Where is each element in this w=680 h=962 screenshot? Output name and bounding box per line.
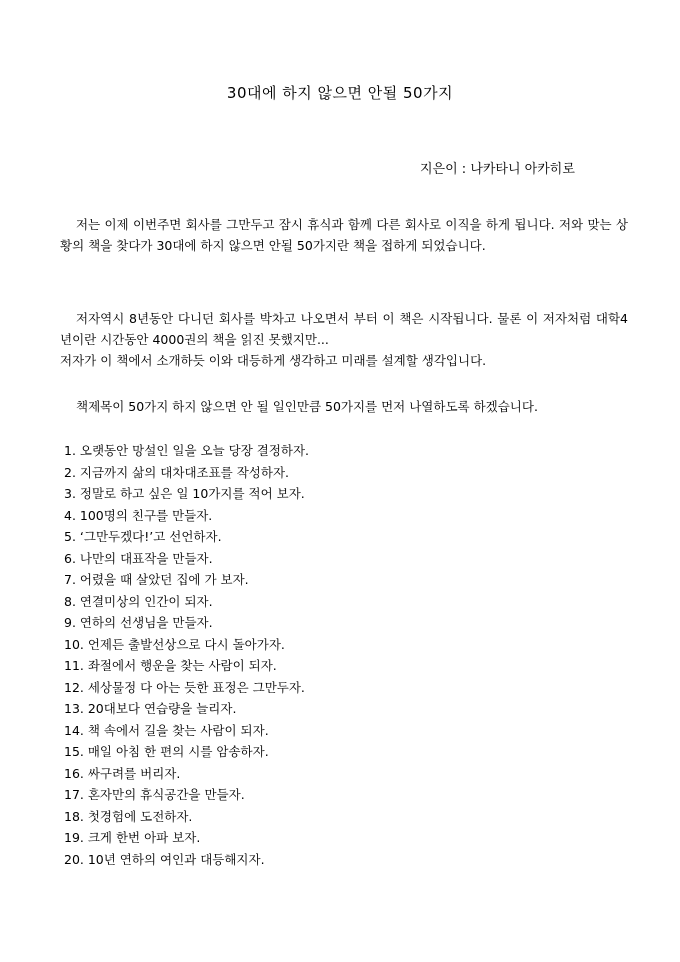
list-item: 11. 좌절에서 행운을 찾는 사람이 되자. [64,658,277,673]
list-item: 2. 지금까지 삶의 대차대조표를 작성하자. [64,464,289,480]
numbered-list [64,440,624,870]
paragraph-list-intro [60,396,628,417]
list-item: 6. 나만의 대표작을 만들자. [64,550,213,566]
paragraph-text: 저자가 이 책에서 소개하듯 이와 대등하게 생각하고 미래를 설계할 생각입니다. [60,353,487,368]
list-item: 18. 첫경험에 도전하자. [64,808,193,824]
paragraph-text: 저는 이제 이번주면 회사를 그만두고 잠시 휴식과 함께 다른 회사로 이직을 하게 됩니다. 저와 맞는 상황의 책을 찾다가 30대에 하지 않으면 안될 50가지란 책을 접하게 되었습니다. [60,217,628,253]
list-item: 16. 싸구려를 버리자. [64,765,181,781]
list-item: 8. 연결미상의 인간이 되자. [64,593,213,609]
list-item: 20. 10년 연하의 여인과 대등해지자. [64,851,265,867]
list-item: 15. 매일 아침 한 편의 시를 암송하자. [64,744,269,759]
list-item: 17. 혼자만의 휴식공간을 만들자. [64,787,245,802]
author-line: 지은이 : 나카타니 아카히로 [420,162,575,177]
list-item: 7. 어렸을 때 살았던 집에 가 보자. [64,572,249,587]
list-item: 5. ‘그만두겠다!’고 선언하자. [64,529,222,544]
list-item: 10. 언제든 출발선상으로 다시 돌아가자. [64,636,285,652]
list-item: 12. 세상물정 다 아는 듯한 표정은 그만두자. [64,679,305,695]
paragraph-intro [60,214,628,256]
list-item: 9. 연하의 선생님을 만들자. [64,615,213,630]
list-item: 19. 크게 한번 아파 보자. [64,830,201,845]
list-item: 1. 오랫동안 망설인 일을 오늘 당장 결정하자. [64,443,310,458]
list-item: 4. 100명의 친구를 만들자. [64,507,213,523]
page-title: 30대에 하지 않으면 안될 50가지 [226,84,454,102]
list-item: 14. 책 속에서 길을 찾는 사람이 되자. [64,722,269,738]
paragraph-author-story [60,308,628,371]
list-item: 3. 정말로 하고 싶은 일 10가지를 적어 보자. [64,486,305,501]
list-item: 13. 20대보다 연습량을 늘리자. [64,701,237,716]
paragraph-text: 책제목이 50가지 하지 않으면 안 될 일인만큼 50가지를 먼저 나열하도록 하겠습니다. [76,399,538,414]
paragraph-text: 저자역시 8년동안 다니던 회사를 박차고 나오면서 부터 이 책은 시작됩니다. 물론 이 저자처럼 대학4년이란 시간동안 4000권의 책을 읽진 못했지만... [60,311,628,347]
